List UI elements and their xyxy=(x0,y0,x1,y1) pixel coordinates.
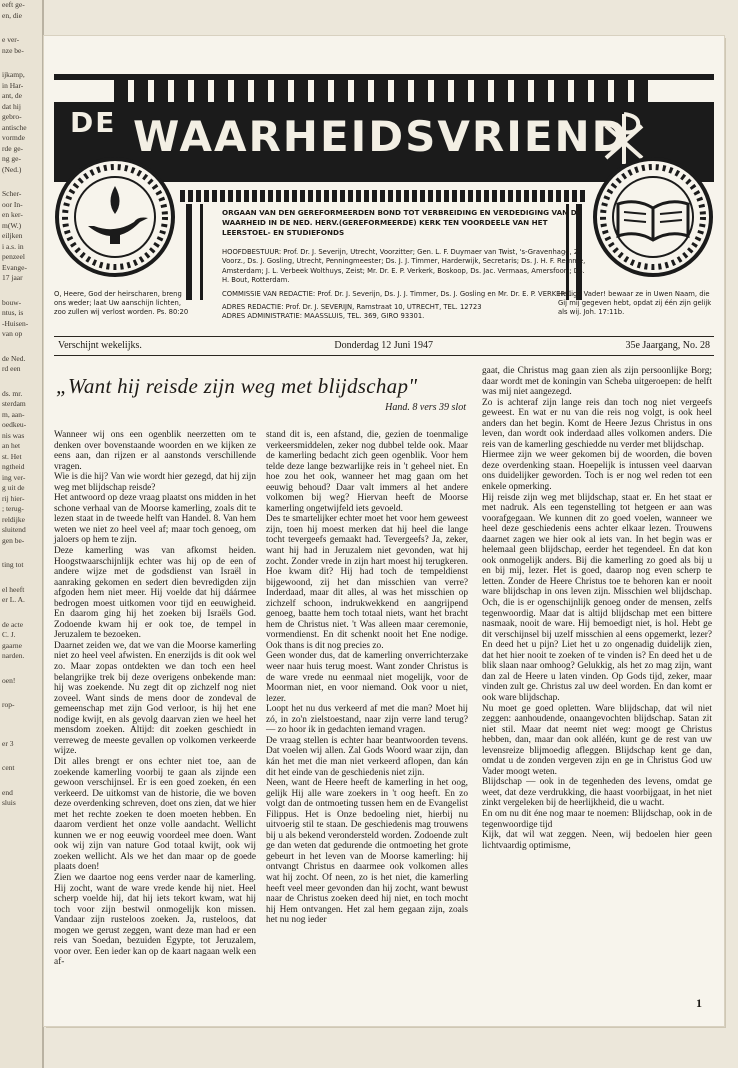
binding-fragment: 17 jaar xyxy=(2,273,23,282)
binding-fragment: gaarne xyxy=(2,640,22,650)
binding-fragment: ant, de xyxy=(2,91,22,100)
volume-number: 35e Jaargang, No. 28 xyxy=(625,340,710,351)
article-paragraph: Hiermee zijn we weer gekomen bij de woorden, die boven deze overdenking staan. Hoepelijk is intussen veel daarvan ons duidelijker geworden. Toch is er nog wel reden tot een enkele opmerking. xyxy=(482,450,712,493)
binding-fragment: (Ned.) xyxy=(2,164,22,174)
binding-fragment: rde ge- xyxy=(2,143,24,153)
binding-fragment xyxy=(0,686,42,700)
binding-fragment: ; terug- xyxy=(2,504,24,513)
article-paragraph: Des te smartelijker echter moet het voor hem geweest zijn, toen hij moest merken dat hij heel die lange tocht tevergeefs gemaakt had. Tevergeefs? Ja, zeker, want hij had in Jeruzalem niet gevonden, wat hij zocht. Zonder vrede in zijn hart moest hij terugkeren. Hoe kwam dit? Hij had toch de tempeldienst bijgewoond, zij het dan misschien van verre? Inderdaad, maar dit alles, al was het misschien op zichzelf schoon, indrukwekkend en aangrijpend genoeg, baatte hem toch totaal niets, want het bracht hem de Christus niet. 't Was alleen maar ceremonie, vormendienst. En dit schenkt nooit het Ene nodige. Ook thans is dit nog precies zo. xyxy=(266,514,468,651)
binding-fragment: cent xyxy=(2,763,15,772)
page-number: 1 xyxy=(696,996,702,1010)
binding-fragment: nis was xyxy=(2,430,25,440)
binding-fragment: oedkeu- xyxy=(2,420,27,429)
redaction-address: ADRES REDACTIE: Prof. Dr. J. SEVERIJN, Ramstraat 10, UTRECHT, TEL. 12723 xyxy=(222,303,482,312)
article-paragraph: Blijdschap — ook in de tegenheden des levens, omdat ge weet, dat deze verdrukking, die haast voorbijgaat, in het niet zinkt vergeleken bij de heerlijkheid, die u wacht. xyxy=(482,777,712,809)
binding-fragment xyxy=(0,606,42,620)
binding-fragment: de Ned. xyxy=(2,353,26,363)
article-paragraph: Geen wonder dus, dat de kamerling onverrichterzake weer naar huis terug moest. Want zonder Christus is de ware vrede nu eenmaal niet mogelijk, voor de Moorman niet, en voor niemand. Ook voor u niet, lezer. xyxy=(266,651,468,704)
title-main: WAARHEIDSVRIEND xyxy=(133,112,629,161)
adjacent-page-fragment xyxy=(0,0,44,1068)
binding-fragment: i a.s. in xyxy=(2,241,24,251)
binding-fragment: in Har- xyxy=(2,80,24,90)
title-de: DE xyxy=(70,106,117,139)
open-book-icon xyxy=(592,156,714,278)
binding-fragment: nze be- xyxy=(2,45,24,55)
binding-fragment: en, die xyxy=(2,10,22,20)
article-paragraph: De vraag stellen is echter haar beantwoorden tevens. Dat voelen wij allen. Zal Gods Woord waar zijn, dan kán het met die man niet verkeerd aflopen, dan kán dit het einde van de geschiedenis niet zijn. xyxy=(266,735,468,778)
frame-pillar-left xyxy=(186,204,192,300)
binding-fragment: ntus, is xyxy=(2,308,24,317)
frequency: Verschijnt wekelijks. xyxy=(58,340,142,351)
binding-fragment: Scher- xyxy=(2,189,22,198)
binding-fragment: g uit de xyxy=(2,483,25,492)
article-paragraph: En om nu dit éne nog maar te noemen: Blijdschap, ook in de tegenwoordige tijd xyxy=(482,808,712,830)
frame-crenellation xyxy=(114,80,654,102)
binding-fragment: ing ver- xyxy=(2,472,26,482)
binding-fragment: gebro- xyxy=(2,112,22,121)
binding-fragment: rd een xyxy=(2,364,21,373)
binding-fragment: an het xyxy=(2,441,21,450)
binding-fragment: ds. mr. xyxy=(2,388,23,398)
binding-fragment: C. J. xyxy=(2,630,16,639)
article-paragraph: Het antwoord op deze vraag plaatst ons midden in het schone verhaal van de Moorse kamerling, zoals dit te lezen staat in de tweede helft van Handel. 8. Van hem weten we niet zo heel veel af; maar toch genoeg, om jaloers op hem te zijn. xyxy=(54,493,256,546)
issue-date: Donderdag 12 Juni 1947 xyxy=(334,340,433,351)
article-paragraph: Kijk, dat wil wat zeggen. Neen, wij bedoelen hier geen lichtvaardig optimisme, xyxy=(482,830,712,851)
article-paragraph: Neen, want de Heere heeft de kamerling in het oog, gelijk Hij alle ware zoekers in 't oog heeft. En zo volgt dan de ontmoeting tussen hem en de Evangelist Filippus. Het is Onze bedoeling niet, hierbij nu uitvoerig stil te staan. De geschiedenis mag trouwens bij u als bekend verondersteld worden. Zodoende zult ge dan weten dat gedurende die ontmoeting het grote gebeurt in het leven van de Moorse kamerling: hij ontvangt Christus en daarmee ook volkomen alles wat hij zocht. Of neen, zo is het niet, die kamerling heeft veel meer gevonden dan hij zocht, want bewust naar de Christus zoeken deed hij niet, en toch mocht hij Hem ontvangen. Het zal hem gegaan zijn, zoals het nu nog ieder xyxy=(266,778,468,926)
binding-fragment xyxy=(0,711,42,725)
binding-fragment: antische xyxy=(2,122,27,132)
article-headline: „Want hij reisde zijn weg met blijdschap" xyxy=(56,374,418,398)
binding-fragment: rop- xyxy=(2,700,15,709)
newspaper-page xyxy=(44,36,724,1026)
article-paragraph: Wanneer wij ons een ogenblik neerzetten om te denken over bovenstaande woorden en we kijken ze eens aan, dan rijzen er al aanstonds verschillende vragen. xyxy=(54,430,256,472)
binding-fragment: de acte xyxy=(2,619,24,629)
binding-fragment xyxy=(0,375,42,389)
article-paragraph: Zien we daartoe nog eens verder naar de kamerling. Hij zocht, want de ware vrede kende hij niet. Heel scherp voelde hij, dat hij iets tekort kwam, wat hij toch voor zijn bestwil onmogelijk kon missen. Vandaar zijn rusteloos zoeken. Ja, rusteloos, dat mogen we gerust zeggen, want deze man had er een reis van Soedan, bezuiden Egypte, tot Jeruzalem, voor over. Een ieder kan op de kaart nagaan welk een af- xyxy=(54,872,256,968)
binding-fragment: er 3 xyxy=(2,738,14,748)
binding-fragment: sterdam xyxy=(2,399,26,408)
binding-fragment: ijkamp, xyxy=(2,70,25,79)
binding-fragment: van op xyxy=(2,329,23,338)
binding-fragment xyxy=(0,546,42,560)
binding-fragment: narden. xyxy=(2,651,25,660)
oil-lamp-icon xyxy=(54,156,176,278)
article-column-2 xyxy=(266,430,468,926)
article-column-1 xyxy=(54,430,256,968)
article-paragraph: Deze kamerling was van afkomst heiden. Hoogstwaarschijnlijk echter was hij op de een of andere wijze met de godsdienst van Israël in aanraking gekomen en sedert dien bevredigden zijn afgoden hem niet meer. Hij voelde dat hij dáármee bedrogen moest uitkomen voor tijd en eeuwigheid. En daarom ging hij het zoeken bij Israëls God. Zodoende kwam hij er ook toe, de tempel in Jeruzalem te bezoeken. xyxy=(54,546,256,641)
binding-fragment: dat hij xyxy=(2,101,21,111)
binding-fragment: Evange- xyxy=(2,262,27,272)
article-paragraph: Daarnet zeiden we, dat we van die Moorse kamerling niet zo heel veel afwisten. En enerzijds is dit ook wel zo. Maar zopas ontdekten we dan toch een heel belangrijke trek bij deze overigens onbekende man: hij was zoekende. Nu zegt dit op zichzelf nog niet zoveel. Want sinds de mens door de zondeval de gemeenschap met zijn God verloor, is hij het ene nodige kwijt, en als gevolg daarvan zien we heel het mensdom zoeken. Altijd: dit zoeken geschiedt in verreweg de meeste gevallen op volkomen verkeerde wijze. xyxy=(54,640,256,757)
binding-fragment: eiljken xyxy=(2,231,23,240)
binding-fragment: sluis xyxy=(2,798,16,807)
binding-fragment: st. Het xyxy=(2,451,22,461)
binding-fragment: oen! xyxy=(2,675,16,685)
binding-fragment: ting tot xyxy=(2,560,24,569)
binding-fragment: end xyxy=(2,787,13,797)
binding-fragment: el heeft xyxy=(2,584,25,594)
binding-fragment xyxy=(0,340,42,354)
masthead-quote-right: Heilige Vader! bewaar ze in Uwen Naam, die Gij mij gegeven hebt, opdat zij één zijn gelijk als wij. Joh. 17:11b. xyxy=(558,290,712,316)
masthead xyxy=(54,64,714,334)
issue-info-bar xyxy=(54,336,714,356)
binding-fragment xyxy=(0,774,42,788)
binding-fragment xyxy=(0,662,42,676)
binding-fragment xyxy=(0,21,42,35)
decorative-strip xyxy=(180,190,588,202)
binding-fragment: rij hier- xyxy=(2,493,25,503)
article-paragraph: Loopt het nu dus verkeerd af met die man? Moet hij zó, in zo'n zielstoestand, naar zijn verre land terug? — zo hoor ik in gedachten iemand vragen. xyxy=(266,704,468,736)
binding-fragment: er L. A. xyxy=(2,595,25,604)
masthead-board xyxy=(222,248,590,326)
masthead-purpose: ORGAAN VAN DEN GEREFORMEERDEN BOND TOT VERBREIDING EN VERDEDIGING VAN DE WAARHEID IN DE NED. HERV.(GEREFORMEERDE) KERK TEN VOORDEELE VAN HET LEERSTOEL- EN STUDIEFONDS xyxy=(222,208,582,237)
binding-fragment: sluitend xyxy=(2,525,26,534)
binding-fragment xyxy=(0,56,42,70)
binding-fragment: m(W.) xyxy=(2,220,22,230)
article-paragraph: Hij reisde zijn weg met blijdschap, staat er. En het staat er met nadruk. Als een tegenstelling tot hetgeen er aan was voorafgegaan. We kunnen dit zo goed voelen, wanneer we heel deze geschiedenis eens achter elkaar lezen. Trouwens daarnet zagen we hier ook al iets van. In het begin was er helemaal geen blijdschap, eerder het tegendeel. En dat kon ook onmogelijk anders. Bij die kamerling zo goed als bij u en bij mij, lezer. Het is goed, daarop nog even scherp te letten. Zonder de Heere Christus toe te behoren kan er nooit ware blijdschap in ons leven zijn. Misschien wel blijdschap. Och, die is er ogenschijnlijk genoeg onder de mensen, zelfs tegenwoordig. Maar dat is altijd blijdschap met een bittere nasmaak, nooit de ware. Hij bemoedigt niet, is hol. Hebt ge dit verschijnsel bij uzelf misschien al eens opgemerkt, lezer? En deed het u pijn? Liet het u zo ongenadig duidelijk zien, dat het hier nooit te zoeken of te vinden is? En deed het u de blik slaan naar omhoog? Gelukkig, als het zo mag zijn, want dan zal de Heere u laten vinden. Op Gods tijd, zeker, maar vinden zult ge. Christus zal uw deel worden. En dan komt er ook ware blijdschap. xyxy=(482,492,712,703)
binding-fragment: oor In- xyxy=(2,199,23,209)
binding-fragment: ng ge- xyxy=(2,154,21,163)
article-column-3 xyxy=(482,366,712,851)
masthead-quote-left: O, Heere, God der heirscharen, breng ons weder; laat Uw aanschijn lichten, zoo zullen wij verlost worden. Ps. 80:20 xyxy=(54,290,189,316)
article-paragraph: Wie is die hij? Van wie wordt hier gezegd, dat hij zijn weg met blijdschap reisde? xyxy=(54,472,256,493)
binding-fragment xyxy=(0,571,42,585)
frame-pillar-left-thin xyxy=(200,204,203,300)
article-paragraph: Zo is achteraf zijn lange reis dan toch nog niet vergeefs geweest. En wat er nu van die reis nog volgt, is ook heel anders dan het begin. Komt de Heere Jezus Christus in ons leven, dan wordt ook inderdaad alles volkomen anders. Die reis van de kamerling geschiedde nu verder met blijdschap. xyxy=(482,397,712,450)
binding-fragment xyxy=(0,725,42,739)
binding-fragment: vormde xyxy=(2,133,25,142)
binding-fragment: en ker- xyxy=(2,210,23,219)
binding-fragment: m, aan- xyxy=(2,409,25,419)
redaction-committee: COMMISSIE VAN REDACTIE: Prof. Dr. J. Severijn, Ds. J. J. Timmer, Ds. J. Gosling en Mr. Dr. E. P. VERKERK. xyxy=(222,289,572,298)
article-paragraph: Dit alles brengt er ons echter niet toe, aan de zoekende kamerling voorbij te gaan als zijnde een gewoon verschijnsel. Er is een goed zoeken, én een verkeerd. De uitkomst van de historie, die we boven deze overdenking schreven, doet ons zien, dat we hier met het rechte zoeken te doen moeten hebben. En daarom verdient het onze volle aandacht. Wellicht kunnen we er nog eeuwig voordeel mee doen. Want ook wij zijn van nature God totaal kwijt, ook wij zoeken wellicht. Als we het dan maar op de goede plaats doen! xyxy=(54,756,256,873)
binding-fragment: gen be- xyxy=(2,535,25,545)
article-paragraph: stand dit is, een afstand, die, gezien de toenmalige verkeersmiddelen, zeker nog dubbel telde ook. Maar de kamerling bedacht zich geen ogenblik. Voor hem telde deze lange bezwarlijke reis in 't geheel niet. En hoe zou het ook, wanneer het mag gaan om het eeuwig behoud? Daar valt immers al het andere volkomen bij weg? Hiervan heeft de Moorse kamerling ongetwijfeld iets gevoeld. xyxy=(266,430,468,514)
binding-fragment: -Huisen- xyxy=(2,318,29,328)
scripture-reference: Hand. 8 vers 39 slot xyxy=(385,402,466,413)
article-paragraph: Nu moet ge goed opletten. Ware blijdschap, dat wil niet zeggen: aanhoudende, onaangevochten blijdschap. Satan zit niet stil. Maar dat neemt niet weg: moogt ge Christus hebben, dan, maar dan ook alléén, kunt ge de rest van uw levensreize blijmoedig afleggen. Blijdschap kent ge dan, omdat u de zonden vergeven zijn en ge in Christus God uw Vader moogt weten. xyxy=(482,703,712,777)
binding-fragment: eeft ge- xyxy=(2,0,25,9)
binding-fragment: ngtheid xyxy=(2,462,25,471)
binding-fragment xyxy=(0,175,42,189)
binding-fragment: reldijke xyxy=(2,514,25,524)
binding-fragment: penzeel xyxy=(2,252,25,261)
binding-fragment xyxy=(0,284,42,298)
binding-fragment: bouw- xyxy=(2,297,22,307)
binding-fragment xyxy=(0,749,42,763)
binding-fragment: e ver- xyxy=(2,35,20,44)
masthead-title xyxy=(70,106,629,161)
article-paragraph: gaat, die Christus mag gaan zien als zijn persoonlijke Borg; daar wordt met de koningin van Scheba uitgeroepen: de helft was mij niet aangezegd. xyxy=(482,366,712,398)
board-members: HOOFDBESTUUR: Prof. Dr. J. Severijn, Utrecht, Voorzitter; Gen. L. F. Duymaer van Twist, 's-Gravenhage, 2e Voorz., Ds. J. Gosling, Utrecht, Penningmeester; Ds. J. J. Timmer, Harderwijk, Secretaris; Ds. J. H. F. Remme, Amsterdam; J. L. Verbeek Wolthuys, Zeist; Mr. Dr. E. P. Verkerk, Boskoop, Ds. Jac. Vermaas, Amersfoort; Ds. H. Bout, Rotterdam. xyxy=(222,248,586,285)
administration-address: ADRES ADMINISTRATIE: MAASSLUIS, TEL. 369, GIRO 93301. xyxy=(222,312,425,321)
